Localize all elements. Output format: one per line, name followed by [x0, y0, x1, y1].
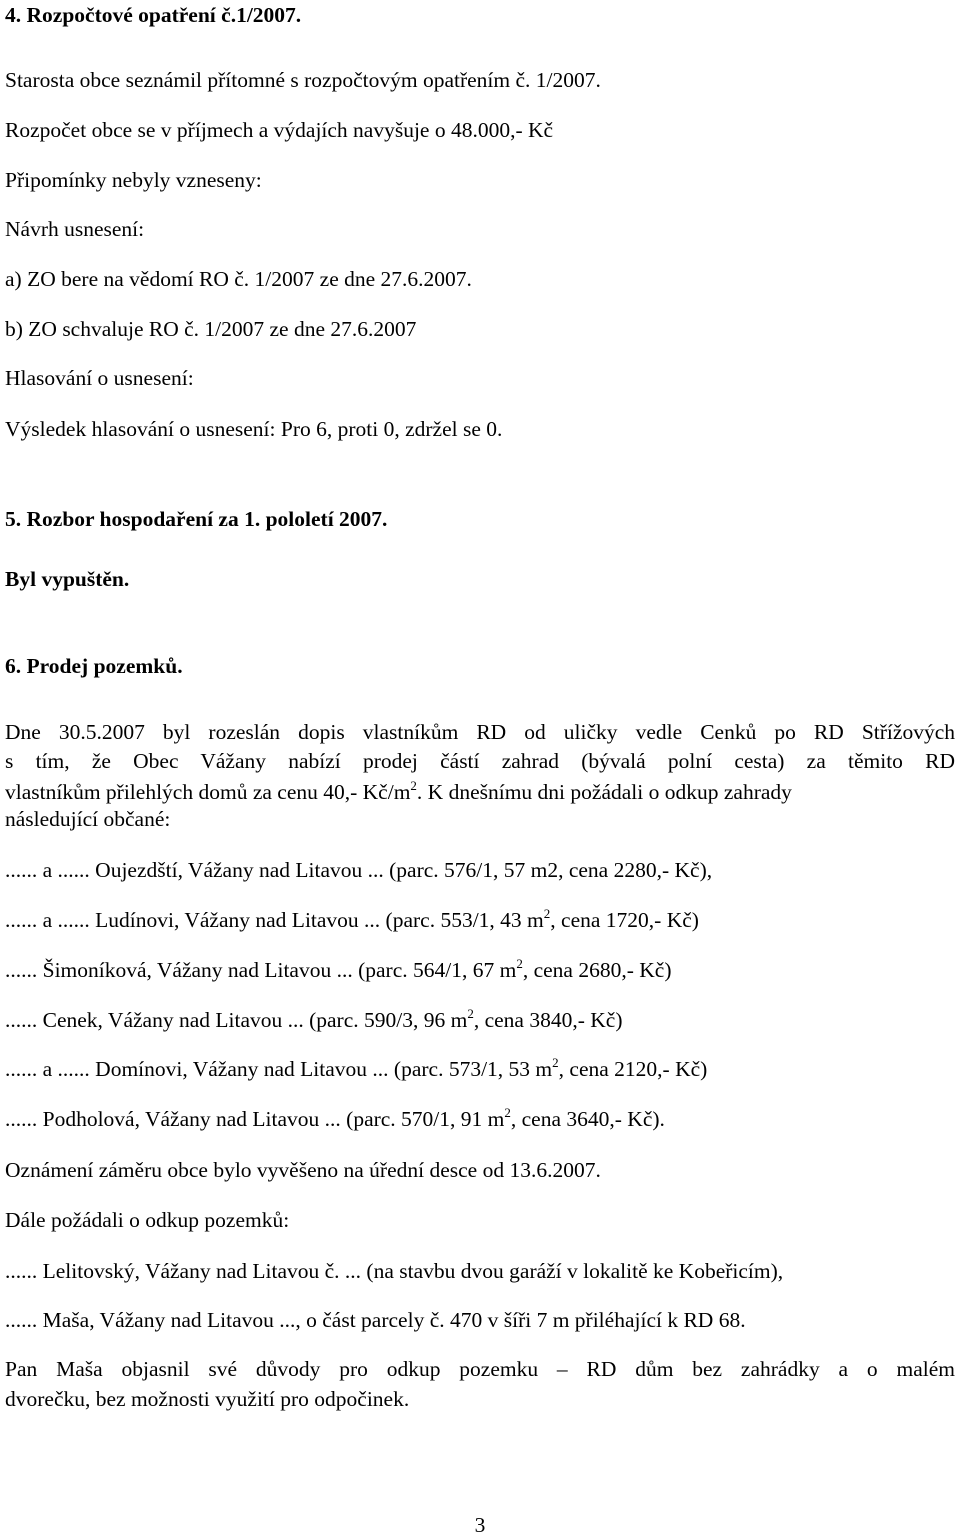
resolution-item-a: a) ZO bere na vědomí RO č. 1/2007 ze dne 27.6.2007.	[5, 267, 472, 291]
text-line: Starosta obce seznámil přítomné s rozpočtovým opatřením č. 1/2007.	[5, 68, 601, 92]
applicant-row: ...... Cenek, Vážany nad Litavou ... (parc. 590/3, 96 $m^2$, cena 3840,- Kč)	[5, 1006, 623, 1032]
page-number: 3	[474, 1513, 486, 1537]
paragraph-line: Pan Maša objasnil své důvody pro odkup pozemku – RD dům bez zahrádky a o malém	[5, 1357, 955, 1381]
applicant-row: ...... a ...... Oujezdští, Vážany nad Litavou ... (parc. 576/1, 57 m2, cena 2280,- Kč),	[5, 858, 713, 882]
text-line: Hlasování o usnesení:	[5, 366, 194, 390]
paragraph-line: vlastníkům přilehlých domů za cenu 40,- $Kč/m^2$. K dnešnímu dni požádali o odkup zahrady	[5, 778, 792, 804]
vote-result: Výsledek hlasování o usnesení: Pro 6, proti 0, zdržel se 0.	[5, 417, 503, 441]
applicant-row: ...... Podholová, Vážany nad Litavou ... (parc. 570/1, 91 $m^2$, cena 3640,- Kč).	[5, 1105, 665, 1131]
paragraph-line: s tím, že Obec Vážany nabízí prodej částí zahrad (bývalá polní cesta) za těmito RD	[5, 749, 955, 773]
text-line: Připomínky nebyly vzneseny:	[5, 168, 262, 192]
text-line: Dále požádali o odkup pozemků:	[5, 1208, 290, 1232]
section-5-heading: 5. Rozbor hospodaření za 1. pololetí 2007.	[5, 507, 388, 531]
applicant-row: ...... a ...... Ludínovi, Vážany nad Litavou ... (parc. 553/1, 43 $m^2$, cena 1720,- Kč)	[5, 906, 699, 932]
applicant-row: ...... Šimoníková, Vážany nad Litavou ... (parc. 564/1, 67 $m^2$, cena 2680,- Kč)	[5, 956, 672, 982]
resolution-item-b: b) ZO schvaluje RO č. 1/2007 ze dne 27.6.2007	[5, 317, 417, 341]
notice-line: Oznámení záměru obce bylo vyvěšeno na úřední desce od 13.6.2007.	[5, 1158, 601, 1182]
text-line: Rozpočet obce se v příjmech a výdajích navyšuje o 48.000,- Kč	[5, 118, 554, 142]
section-6-heading: 6. Prodej pozemků.	[5, 654, 183, 678]
section-5-note: Byl vypuštěn.	[5, 567, 130, 591]
paragraph-line: následující občané:	[5, 807, 171, 831]
applicant-row: ...... Lelitovský, Vážany nad Litavou č. ... (na stavbu dvou garáží v lokalitě ke Kobeřicím),	[5, 1259, 784, 1283]
applicant-row: ...... a ...... Domínovi, Vážany nad Litavou ... (parc. 573/1, 53 $m^2$, cena 2120,- Kč)	[5, 1055, 708, 1081]
paragraph-line: dvorečku, bez možnosti využití pro odpočinek.	[5, 1387, 410, 1411]
paragraph-line: Dne 30.5.2007 byl rozeslán dopis vlastníkům RD od uličky vedle Cenků po RD Střížových	[5, 720, 955, 744]
section-4-heading: 4. Rozpočtové opatření č.1/2007.	[5, 3, 302, 27]
applicant-row: ...... Maša, Vážany nad Litavou ..., o část parcely č. 470 v šíři 7 m přiléhající k RD 68.	[5, 1308, 746, 1332]
text-line: Návrh usnesení:	[5, 217, 145, 241]
